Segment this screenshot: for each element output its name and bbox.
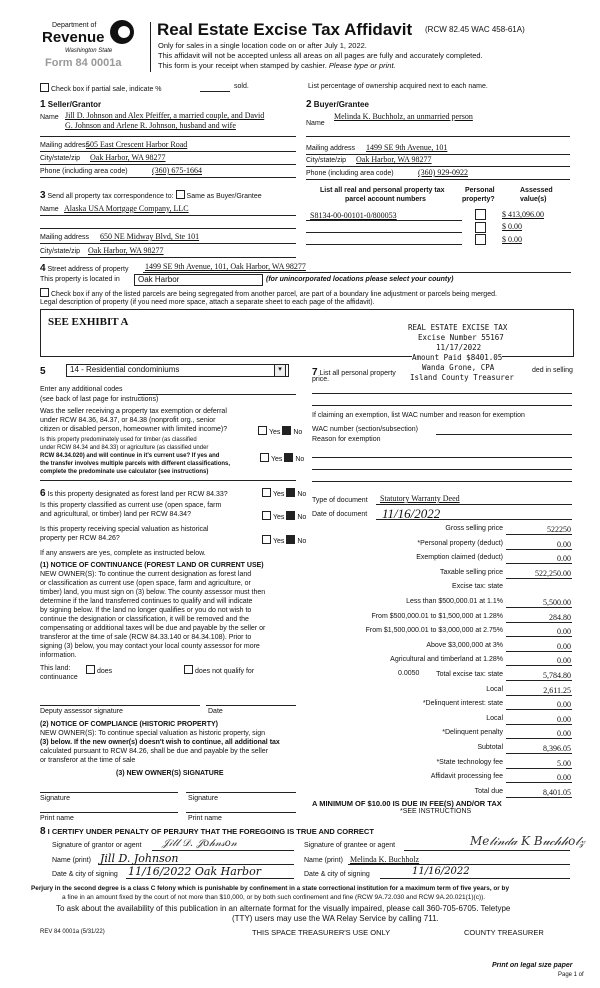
accessibility-line-1: To ask about the availability of this publication in an alternate format for the visually impaired, please call 360-705-6705. Teletype bbox=[56, 904, 511, 913]
tax-row-label: Less than $500,000.01 at 1.1% bbox=[406, 598, 503, 605]
personal-checkbox-3[interactable] bbox=[475, 234, 486, 245]
owner-print-label-2: Print name bbox=[188, 815, 222, 822]
deputy-signature-label: Deputy assessor signature bbox=[40, 708, 123, 715]
tax-row-label: Exemption claimed (deduct) bbox=[416, 554, 503, 561]
subtitle-2: This affidavit will not be accepted unless all areas on all pages are fully and accurately completed. bbox=[158, 51, 483, 60]
dept-line3: Washington State bbox=[65, 48, 113, 54]
personal-property-price: price. bbox=[312, 376, 330, 383]
seller-phone-label: Phone (including area code) bbox=[40, 168, 128, 175]
grantor-signature-label: Signature of grantor or agent bbox=[52, 842, 142, 849]
corr-city-label: City/state/zip bbox=[40, 248, 81, 255]
parcels-header-2: parcel account numbers bbox=[345, 196, 426, 203]
grantor-name-label: Name (print) bbox=[52, 857, 91, 864]
rcw-reference: (RCW 82.45 WAC 458-61A) bbox=[425, 25, 525, 34]
cu-no-checkbox[interactable] bbox=[286, 511, 295, 520]
treasurer-space-label: THIS SPACE TREASURER'S USE ONLY bbox=[252, 928, 391, 937]
doc-type-label: Type of document bbox=[312, 497, 368, 504]
same-as-buyer-checkbox[interactable] bbox=[176, 190, 185, 199]
tax-row-label: *Delinquent interest: state bbox=[422, 700, 503, 707]
chevron-down-icon[interactable]: ▾ bbox=[274, 364, 286, 377]
seller-mail-value[interactable]: 505 East Crescent Harbor Road bbox=[86, 140, 188, 149]
values-header: value(s) bbox=[520, 196, 547, 203]
wac-number-label: WAC number (section/subsection) bbox=[312, 426, 418, 433]
seller-name-line2[interactable]: G. Johnson and Arlene R. Johnson, husband and wife bbox=[65, 121, 236, 130]
tax-row-value[interactable]: 5.00 bbox=[557, 759, 571, 768]
tax-row-underline bbox=[506, 578, 572, 579]
see-list-note: (see back of last page for instructions) bbox=[40, 396, 159, 403]
notice1-line: timber) land, you must sign on (3) below. The county assessor must then bbox=[40, 589, 266, 596]
personal-property-row: 7 List all personal property bbox=[312, 367, 396, 378]
corr-mail-label: Mailing address bbox=[40, 234, 90, 241]
tax-row-underline bbox=[506, 680, 572, 681]
tax-row-value[interactable]: 522250 bbox=[547, 525, 571, 534]
list-percentage-note: List percentage of ownership acquired next to each name. bbox=[308, 83, 488, 90]
tax-row-value[interactable]: 0.00 bbox=[557, 773, 571, 782]
tax-row-label: Taxable selling price bbox=[439, 569, 503, 576]
tax-row-underline bbox=[506, 724, 572, 725]
tax-row-value[interactable]: 522,250.00 bbox=[535, 569, 571, 578]
notice1-line: signing (3) below, you may contact your local county assessor for more bbox=[40, 643, 260, 650]
perjury-line-2: a fine in an amount fixed by the court of not more than $10,000, or by both such confinement and fine (RCW 9A.72.030 and RCW 9A.20.021(1)(c)). bbox=[62, 894, 486, 901]
print-legal-note: Print on legal size paper bbox=[492, 962, 573, 969]
stamp-line4: Amount Paid $8401.05 bbox=[412, 353, 503, 362]
seller-phone-value[interactable]: (360) 675-1664 bbox=[152, 166, 202, 175]
buyer-mail-label: Mailing address bbox=[306, 145, 356, 152]
stamp-line1: REAL ESTATE EXCISE TAX bbox=[408, 323, 508, 332]
land-use-code-select[interactable]: 14 - Residential condominiums bbox=[66, 364, 289, 377]
additional-codes-label: Enter any additional codes bbox=[40, 386, 123, 393]
grantee-date-label: Date & city of signing bbox=[304, 871, 370, 878]
buyer-name-value[interactable]: Melinda K. Buchholz, an unmarried person bbox=[334, 112, 473, 121]
tax-row-label: From $500,000.01 to $1,500,000 at 1.28% bbox=[371, 613, 503, 620]
cu-yes-checkbox[interactable] bbox=[262, 511, 271, 520]
assessed-header: Assessed bbox=[520, 187, 553, 194]
subtitle-1: Only for sales in a single location code on or after July 1, 2022. bbox=[158, 41, 367, 50]
notice2-line: (3) below. If the new owner(s) doesn't wish to continue, all additional tax bbox=[40, 739, 280, 746]
partial-sale-suffix: sold. bbox=[234, 83, 249, 90]
tax-row-underline bbox=[506, 549, 572, 550]
minimum-due-note: A MINIMUM OF $10.00 IS DUE IN FEE(S) AND/OR TAX bbox=[312, 799, 502, 808]
forest-no-checkbox[interactable] bbox=[286, 488, 295, 497]
doc-date-label: Date of document bbox=[312, 511, 368, 518]
seller-city-value[interactable]: Oak Harbor, WA 98277 bbox=[90, 153, 166, 162]
subtitle-3: This form is your receipt when stamped by cashier. Please type or print. bbox=[158, 61, 396, 70]
notice1-line: by signing below. If the land no longer qualifies or you do not wish to bbox=[40, 607, 252, 614]
stamp-line3: 11/17/2022 bbox=[436, 343, 482, 352]
section-5-number: 5 bbox=[40, 366, 46, 377]
location-select[interactable]: Oak Harbor bbox=[134, 274, 263, 286]
tax-row-value[interactable]: 0.00 bbox=[557, 700, 571, 709]
page-title: Real Estate Excise Tax Affidavit bbox=[157, 20, 413, 39]
grantor-signature[interactable]: 𝒥𝒾𝓁𝓁 𝒟. 𝒥𝑜𝒽𝓃𝓈𝑜𝓃 bbox=[162, 838, 237, 849]
located-in-label: This property is located in bbox=[40, 276, 120, 283]
notice2-line: or transferor at the time of sale bbox=[40, 757, 136, 764]
assessed-value-3[interactable]: $ 0.00 bbox=[502, 235, 522, 244]
notice1-line: NEW OWNER(S): To continue the current designation as forest land bbox=[40, 571, 252, 578]
grantor-printed-name[interactable]: Jill D. Johnson bbox=[100, 852, 179, 865]
tax-row-underline bbox=[506, 665, 572, 666]
personal-property-suffix: ded in selling bbox=[532, 367, 573, 374]
continuance-label: continuance bbox=[40, 674, 78, 681]
tax-row-underline bbox=[506, 563, 572, 564]
tax-row-value[interactable]: 2,611.25 bbox=[543, 686, 571, 695]
reason-label: Reason for exemption bbox=[312, 436, 381, 443]
tax-row-label: Local bbox=[486, 715, 503, 722]
notice-continuance-heading: (1) NOTICE OF CONTINUANCE (FOREST LAND OR CURRENT USE) bbox=[40, 562, 264, 569]
exempt-question-1: Was the seller receiving a property tax exemption or deferral bbox=[40, 408, 227, 415]
notice1-line: information. bbox=[40, 652, 77, 659]
legal-description-label: Legal description of property (if you need more space, attach a separate sheet to each page of the affidavit). bbox=[40, 299, 375, 306]
tax-row-value[interactable]: 5,500.00 bbox=[543, 598, 571, 607]
hist-yes-checkbox[interactable] bbox=[262, 535, 271, 544]
tax-row-label: Subtotal bbox=[477, 744, 503, 751]
personal-header: Personal bbox=[465, 187, 495, 194]
buyer-heading: 2 Buyer/Grantee bbox=[306, 99, 369, 110]
if-yes-note: If any answers are yes, complete as instructed below. bbox=[40, 550, 206, 557]
notice2-line: NEW OWNER(S): To continue special valuation as historic property, sign bbox=[40, 730, 265, 737]
notice-compliance-heading: (2) NOTICE OF COMPLIANCE (HISTORIC PROPERTY) bbox=[40, 721, 218, 728]
tax-row-label: *Personal property (deduct) bbox=[417, 540, 503, 547]
tax-row-label: Local bbox=[486, 686, 503, 693]
tax-row-label: Agricultural and timberland at 1.28% bbox=[390, 656, 503, 663]
local-rate: 0.0050 bbox=[398, 670, 420, 677]
historic-q2: property per RCW 84.26? bbox=[40, 535, 120, 542]
corr-city-value[interactable]: Oak Harbor, WA 98277 bbox=[88, 246, 164, 255]
tax-row-underline bbox=[506, 709, 572, 710]
street-address-value[interactable]: 1499 SE 9th Avenue, 101, Oak Harbor, WA 98277 bbox=[145, 262, 306, 271]
tax-row-label: Excise tax: state bbox=[452, 583, 503, 590]
page-number: Page 1 of bbox=[558, 972, 584, 978]
tax-row-underline bbox=[506, 753, 572, 754]
predominate-yes-checkbox[interactable] bbox=[260, 453, 269, 462]
tax-row-value[interactable]: 0.00 bbox=[557, 627, 571, 636]
hist-no-checkbox[interactable] bbox=[286, 535, 295, 544]
exempt-yes-checkbox[interactable] bbox=[258, 426, 267, 435]
predominate-line3: RCW 84.34.020) and will continue in it's current use? If yes and bbox=[40, 453, 220, 459]
see-instructions-note: *SEE INSTRUCTIONS bbox=[400, 808, 472, 815]
tax-row-label: *State technology fee bbox=[436, 759, 503, 766]
historic-yes-no: Yes No bbox=[262, 535, 306, 545]
tax-row-label: Total due bbox=[474, 788, 503, 795]
segregated-checkbox[interactable] bbox=[40, 288, 49, 297]
grantee-name-label: Name (print) bbox=[304, 857, 343, 864]
deputy-date-label: Date bbox=[208, 708, 223, 715]
does-option: does bbox=[86, 665, 112, 675]
tax-row-label: Total excise tax: state bbox=[436, 671, 503, 678]
tax-row-underline bbox=[506, 782, 572, 783]
wac-heading: If claiming an exemption, list WAC number and reason for exemption bbox=[312, 412, 525, 419]
exempt-question-3: citizen or disabled person, homeowner with limited income)? bbox=[40, 426, 228, 433]
current-use-q1: Is this property classified as current use (open space, farm bbox=[40, 502, 222, 509]
tax-row-underline bbox=[506, 622, 572, 623]
this-land-label: This land: bbox=[40, 665, 71, 672]
assessed-value-1[interactable]: $ 413,096.00 bbox=[502, 210, 544, 219]
dept-line1: Department of bbox=[52, 22, 97, 29]
street-address-row: 4 Street address of property bbox=[40, 263, 129, 274]
forest-yes-checkbox[interactable] bbox=[262, 488, 271, 497]
certify-heading: 8 I CERTIFY UNDER PENALTY OF PERJURY THAT THE FOREGOING IS TRUE AND CORRECT bbox=[40, 826, 374, 837]
tax-row-underline bbox=[506, 695, 572, 696]
perjury-line-1: Perjury in the second degree is a class C felony which is punishable by confinement in a state correctional institution for a maximum term of five years, or by bbox=[31, 885, 510, 892]
notice1-line: determine if the land transferred continues to qualify and will indicate bbox=[40, 598, 253, 605]
unincorporated-note: (for unincorporated locations please select your county) bbox=[266, 276, 454, 283]
seller-heading: 1 Seller/Grantor bbox=[40, 99, 102, 110]
exempt-question-2: under RCW 84.36, 84.37, or 84.38 (nonprofit org., senior bbox=[40, 417, 216, 424]
exhibit-text: SEE EXHIBIT A bbox=[48, 316, 129, 328]
buyer-mail-value[interactable]: 1499 SE 9th Avenue, 101 bbox=[366, 143, 448, 152]
grantor-date-value[interactable]: 11/16/2022 Oak Harbor bbox=[128, 865, 261, 878]
correspondence-row: 3 Send all property tax correspondence to: Same as Buyer/Grantee bbox=[40, 190, 262, 201]
tax-row-underline bbox=[506, 607, 572, 608]
stamp-line5: Wanda Grone, CPA bbox=[422, 363, 495, 372]
assessed-value-2[interactable]: $ 0.00 bbox=[502, 222, 522, 231]
partial-sale-checkbox[interactable] bbox=[40, 83, 49, 92]
predominate-yes-no: Yes No bbox=[260, 453, 304, 463]
does-not-option: does not qualify for bbox=[184, 665, 254, 675]
current-use-yes-no: Yes No bbox=[262, 511, 306, 521]
grantee-printed-name[interactable]: Melinda K. Buchholz bbox=[350, 855, 420, 864]
tax-row-underline bbox=[506, 651, 572, 652]
tax-row-value[interactable]: 0.00 bbox=[557, 554, 571, 563]
tax-row-value[interactable]: 8,396.05 bbox=[543, 744, 571, 753]
predominate-line4: the transfer involves multiple parcels with different classifications, bbox=[40, 461, 231, 467]
personal-checkbox-1[interactable] bbox=[475, 209, 486, 220]
grantor-date-label: Date & city of signing bbox=[52, 871, 118, 878]
tax-row-underline bbox=[506, 797, 572, 798]
exempt-yes-no: Yes No bbox=[258, 426, 302, 436]
tax-row-label: Affidavit processing fee bbox=[430, 773, 503, 780]
predominate-no-checkbox[interactable] bbox=[284, 453, 293, 462]
predominate-line2: under RCW 84.34 and 84.33) or agriculture (as classified under bbox=[40, 445, 209, 451]
revision-code: REV 84 0001a (5/31/22) bbox=[40, 929, 105, 935]
notice1-line: or classification as current use (open space, farm and agriculture, or bbox=[40, 580, 251, 587]
historic-q1: Is this property receiving special valuation as historical bbox=[40, 526, 209, 533]
form-number: Form 84 0001a bbox=[45, 57, 122, 69]
tax-row-value[interactable]: 0.00 bbox=[557, 642, 571, 651]
revenue-logo-swoosh-icon bbox=[118, 26, 130, 38]
tax-row-value[interactable]: 0.00 bbox=[557, 729, 571, 738]
doc-type-value[interactable]: Statutory Warranty Deed bbox=[380, 494, 460, 503]
buyer-phone-value[interactable]: (360) 929-0922 bbox=[418, 168, 468, 177]
tax-row-value[interactable]: 284.80 bbox=[549, 613, 571, 622]
tax-row-value[interactable]: 0.00 bbox=[557, 656, 571, 665]
segregated-row: Check box if any of the listed parcels are being segregated from another parcel, are part of a boundary line adjustment or parcels being merged. bbox=[40, 288, 497, 298]
predominate-line1: Is this property predominately used for timber (as classified bbox=[40, 437, 197, 443]
county-treasurer-label: COUNTY TREASURER bbox=[464, 928, 544, 937]
personal-checkbox-2[interactable] bbox=[475, 222, 486, 233]
property-header: property? bbox=[462, 196, 495, 203]
tax-row-value[interactable]: 0.00 bbox=[557, 540, 571, 549]
buyer-city-value[interactable]: Oak Harbor, WA 98277 bbox=[356, 155, 432, 164]
does-checkbox[interactable] bbox=[86, 665, 95, 674]
new-owner-heading: (3) NEW OWNER(S) SIGNATURE bbox=[116, 770, 224, 777]
tax-row-label: Above $3,000,000 at 3% bbox=[426, 642, 503, 649]
doc-date-value[interactable]: 11/16/2022 bbox=[382, 506, 441, 521]
grantee-signature[interactable]: 𝑀𝑒𝓁𝒾𝓃𝒹𝒶 𝐾 𝐵𝓊𝒸𝒽𝒽𝑜𝓁𝓏 bbox=[470, 834, 585, 848]
tax-row-label: *Delinquent penalty bbox=[442, 729, 503, 736]
buyer-name-label: Name bbox=[306, 120, 325, 127]
dept-logo-text: Revenue bbox=[42, 29, 105, 46]
notice1-line: compensating or additional taxes will be due and payable by the seller or bbox=[40, 625, 266, 632]
parcel-number-1[interactable]: S8134-00-00101-0/800053 bbox=[310, 211, 397, 220]
tax-row-label: From $1,500,000.01 to $3,000,000 at 2.75% bbox=[365, 627, 503, 634]
tax-row-underline bbox=[506, 768, 572, 769]
forest-yes-no: Yes No bbox=[262, 488, 306, 498]
does-not-checkbox[interactable] bbox=[184, 665, 193, 674]
notice1-line: transferor at the time of sale (RCW 84.33.140 or 84.34.108). Prior to bbox=[40, 634, 252, 641]
tax-row-value[interactable]: 5,784.80 bbox=[543, 671, 571, 680]
buyer-phone-label: Phone (including area code) bbox=[306, 170, 394, 177]
seller-mail-label: Mailing address bbox=[40, 142, 90, 149]
owner-signature-label-2: Signature bbox=[188, 795, 218, 802]
accessibility-line-2: (TTY) users may use the WA Relay Service by calling 711. bbox=[232, 914, 439, 923]
tax-row-underline bbox=[506, 636, 572, 637]
notice1-line: continue the designation or classification, it will be removed and the bbox=[40, 616, 249, 623]
seller-city-label: City/state/zip bbox=[40, 155, 81, 162]
grantee-signature-label: Signature of grantee or agent bbox=[304, 842, 396, 849]
tax-row-label: Gross selling price bbox=[445, 525, 503, 532]
stamp-line2: Excise Number 55167 bbox=[418, 333, 504, 342]
tax-row-value[interactable]: 8,401.05 bbox=[543, 788, 571, 797]
seller-name-line1[interactable]: Jill D. Johnson and Alex Pfeiffer, a married couple, and David bbox=[65, 111, 265, 120]
stamp-line6: Island County Treasurer bbox=[410, 373, 514, 382]
corr-name-value[interactable]: Alaska USA Mortgage Company, LLC bbox=[64, 204, 189, 213]
owner-signature-label-1: Signature bbox=[40, 795, 70, 802]
exempt-no-checkbox[interactable] bbox=[282, 426, 291, 435]
corr-name-label: Name bbox=[40, 206, 59, 213]
seller-name-label: Name bbox=[40, 114, 59, 121]
tax-row-underline bbox=[506, 534, 572, 535]
owner-print-label-1: Print name bbox=[40, 815, 74, 822]
partial-sale-row: Check box if partial sale, indicate % bbox=[40, 83, 162, 93]
parcels-header-1: List all real and personal property tax bbox=[320, 187, 445, 194]
corr-mail-value[interactable]: 650 NE Midway Blvd, Ste 101 bbox=[100, 232, 200, 241]
tax-row-underline bbox=[506, 738, 572, 739]
current-use-q2: and agricultural, or timber) land per RCW 84.34? bbox=[40, 511, 191, 518]
forest-question: 6 Is this property designated as forest land per RCW 84.33? bbox=[40, 488, 228, 499]
tax-row-value[interactable]: 0.00 bbox=[557, 715, 571, 724]
buyer-city-label: City/state/zip bbox=[306, 157, 347, 164]
grantee-date-value[interactable]: 11/16/2022 bbox=[412, 866, 470, 877]
predominate-line5: complete the predominate use calculator (see instructions) bbox=[40, 469, 209, 475]
notice2-line: calculated pursuant to RCW 84.26, shall be due and payable by the seller bbox=[40, 748, 269, 755]
